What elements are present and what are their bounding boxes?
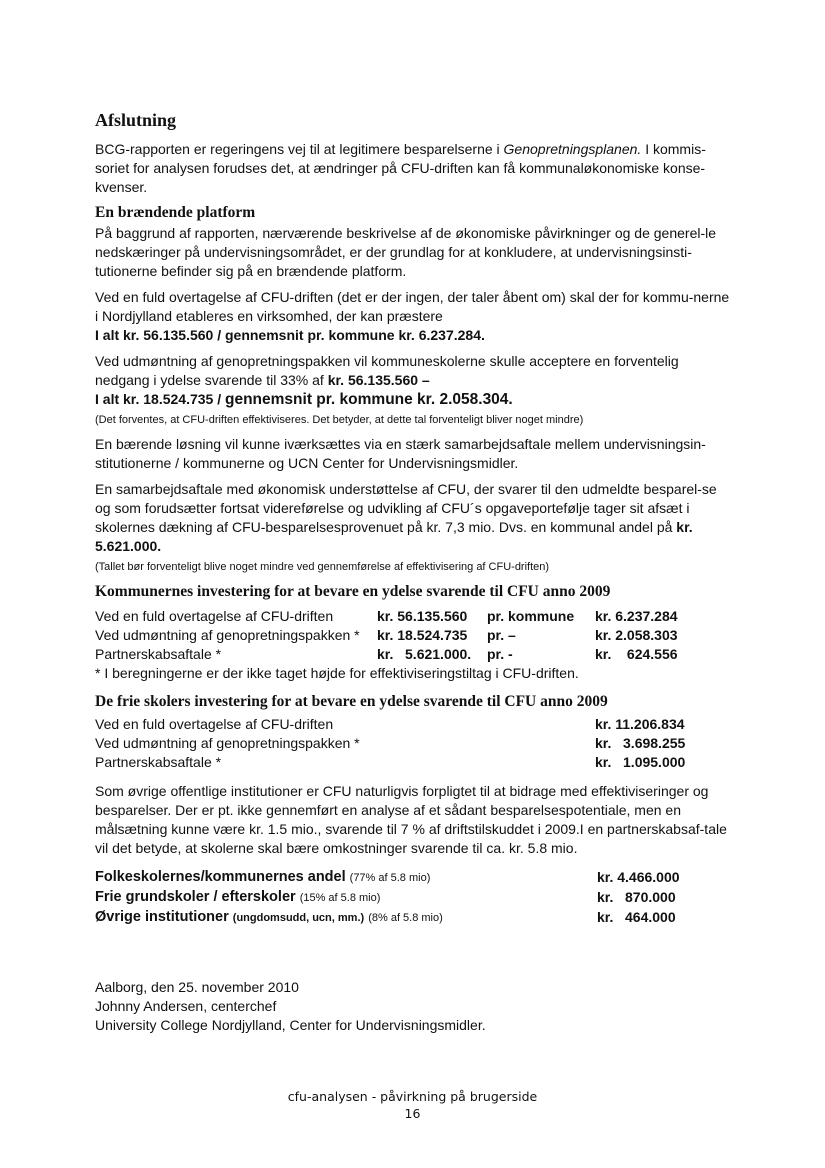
summary-label — [95, 908, 443, 928]
row-total: kr. 18.524.735 — [377, 627, 468, 643]
summary-label-text: Øvrige institutioner — [95, 909, 229, 925]
summary-label-text: Frie grundskoler / efterskoler — [95, 889, 296, 905]
genopretning-note: (Det forventes, at CFU-driften effektiviseres. Det betyder, at dette tal forventeligt bliver noget mindre) — [95, 414, 584, 426]
signature-place-date: Aalborg, den 25. november 2010 — [95, 979, 299, 995]
row-total: kr. 56.135.560 — [377, 608, 468, 624]
takeover-total: I alt kr. 56.135.560 / gennemsnit pr. kommune kr. 6.237.284. — [95, 327, 485, 343]
footer-title: cfu-analysen - påvirkning på brugerside — [287, 1089, 538, 1104]
summary-label — [95, 888, 380, 908]
page-content — [95, 110, 735, 1035]
intro-paragraph — [95, 140, 735, 197]
row-per: pr. kommune — [487, 608, 575, 624]
agreement-paragraph — [95, 480, 735, 575]
summary-amount: kr. 4.466.000 — [597, 869, 680, 885]
summary-detail: (8% af 5.8 mio) — [368, 912, 443, 924]
row-amount: kr. 11.206.834 — [595, 716, 685, 732]
list-item — [95, 888, 693, 908]
takeover-text: Ved en fuld overtagelse af CFU-driften (det er der ingen, der taler åbent om) skal der for kommu-nerne i Nordjylland etableres en virksomhed, der kan præstere — [95, 289, 730, 324]
table-row — [95, 753, 695, 772]
row-amount: kr. 1.095.000 — [595, 754, 686, 770]
heading-free-schools-investment: De frie skolers investering for at bevare en ydelse svarende til CFU anno 2009 — [95, 693, 608, 710]
heading-afslutning: Afslutning — [95, 110, 177, 130]
page-number: 16 — [404, 1106, 421, 1121]
summary-sub: (ungdomsudd, ucn, mm.) — [232, 912, 365, 924]
row-label: Ved udmøntning af genopretningspakken * — [95, 735, 360, 751]
takeover-paragraph — [95, 288, 735, 345]
genopretning-total: I alt kr. 18.524.735 / — [95, 391, 225, 407]
genopretning-text: Ved udmøntning af genopretningspakken vil kommuneskolerne skulle acceptere en forventelig nedgang i ydelse svarende til 33% af — [95, 353, 679, 388]
signature-org: University College Nordjylland, Center for Undervisningsmidler. — [95, 1017, 486, 1033]
platform-paragraph: På baggrund af rapporten, nærværende beskrivelse af de økonomiske påvirkninger og de generel-le nedskæringer på undervisningsområdet, er der grundlag for at konkludere, at undervisningsinsti-tutionerne befinder sig på en brændende platform. — [95, 225, 717, 279]
summary-label — [95, 868, 430, 888]
row-label: Ved en fuld overtagelse af CFU-driften — [95, 716, 334, 732]
free-schools-table — [95, 715, 695, 772]
row-label: Ved en fuld overtagelse af CFU-driften — [95, 608, 334, 624]
agreement-amount: kr. 5.621.000. — [95, 519, 693, 554]
row-per: pr. - — [487, 646, 513, 662]
row-label: Ved udmøntning af genopretningspakken * — [95, 627, 360, 643]
municipal-table — [95, 607, 695, 664]
agreement-text: En samarbejdsaftale med økonomisk understøttelse af CFU, der svarer til den udmeldte besparel-se og som forudsætter fortsat videreførelse og udvikling af CFU´s opgaveportefølje tager sit afsæt i skolernes dækning af CFU-besparelsesprovenuet på kr. 7,3 mio. Dvs. en kommunal andel på — [95, 481, 717, 535]
intro-italic: Genopretningsplanen. — [503, 141, 642, 157]
solution-paragraph: En bærende løsning vil kunne iværksættes via en stærk samarbejdsaftale mellem undervisningsin-stitutionerne / kommunerne og UCN Center for Undervisningsmidler. — [95, 436, 706, 471]
intro-text-2: I kommis-soriet for analysen forudses det, at ændringer på CFU-driften kan få kommunaløkonomiske konse-kvenser. — [95, 141, 706, 195]
summary-amount: kr. 464.000 — [597, 909, 676, 925]
table-row — [95, 734, 695, 753]
intro-text-1: BCG-rapporten er regeringens vej til at legitimere besparelserne i — [95, 141, 504, 157]
table-row — [95, 626, 695, 645]
genopretning-amount: kr. 56.135.560 – — [327, 372, 430, 388]
row-average: kr. 624.556 — [595, 646, 678, 662]
summary-list — [95, 868, 735, 928]
table-row — [95, 645, 695, 664]
row-per: pr. – — [487, 627, 516, 643]
municipal-footnote: * I beregningerne er der ikke taget højde for effektiviseringstiltag i CFU-driften. — [95, 665, 579, 681]
row-average: kr. 6.237.284 — [595, 608, 678, 624]
row-label: Partnerskabsaftale * — [95, 646, 222, 662]
list-item — [95, 868, 693, 888]
page-footer — [0, 1088, 825, 1122]
list-item — [95, 908, 693, 928]
heading-municipal-investment: Kommunernes investering for at bevare en ydelse svarende til CFU anno 2009 — [95, 583, 611, 600]
genopretning-average: gennemsnit pr. kommune kr. 2.058.304. — [225, 391, 513, 408]
row-label: Partnerskabsaftale * — [95, 754, 222, 770]
row-average: kr. 2.058.303 — [595, 627, 678, 643]
signature-block — [95, 978, 735, 1035]
summary-detail: (15% af 5.8 mio) — [299, 892, 381, 904]
institutions-paragraph: Som øvrige offentlige institutioner er CFU naturligvis forpligtet til at bidrage med effektiviseringer og besparelser. Der er pt. ikke gennemført en analyse af et sådant besparelsespotentiale, men en målsætning kunne være kr. 1.5 mio., svarende til 7 % af driftstilskuddet i 2009.I en partnerskabsaf-tale vil det betyde, at skolerne skal bære omkostninger svarende til ca. kr. 5.8 mio. — [95, 783, 727, 856]
summary-detail: (77% af 5.8 mio) — [349, 872, 431, 884]
row-total: kr. 5.621.000. — [377, 646, 472, 662]
heading-platform: En brændende platform — [95, 204, 256, 221]
summary-label-text: Folkeskolernes/kommunernes andel — [95, 869, 346, 885]
row-amount: kr. 3.698.255 — [595, 735, 686, 751]
signature-name: Johnny Andersen, centerchef — [95, 998, 277, 1014]
genopretning-paragraph — [95, 352, 735, 428]
summary-amount: kr. 870.000 — [597, 889, 676, 905]
table-row — [95, 607, 695, 626]
agreement-note: (Tallet bør forventeligt blive noget mindre ved gennemførelse af effektivisering af CFU-driften) — [95, 561, 550, 573]
table-row — [95, 715, 695, 734]
